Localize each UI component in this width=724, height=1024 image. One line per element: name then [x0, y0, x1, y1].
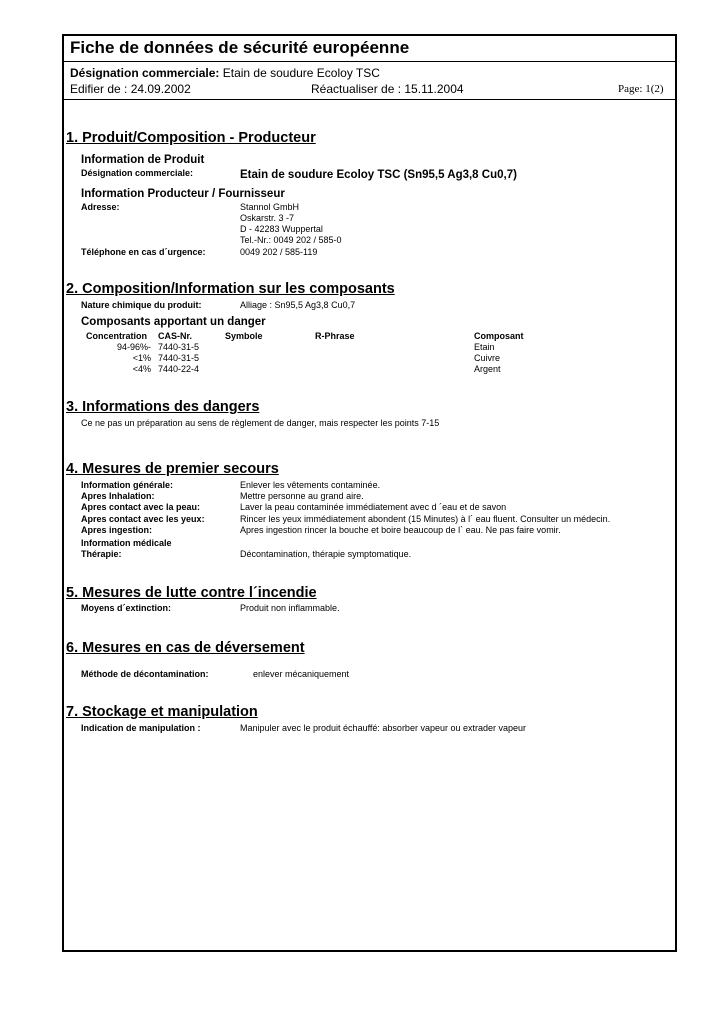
header-divider-bottom: [62, 99, 677, 100]
address-line: Oskarstr. 3 -7: [240, 213, 295, 223]
first-aid-value: Enlever les vêtements contaminée.: [240, 480, 381, 490]
first-aid-label: Apres ingestion:: [81, 525, 153, 535]
section-6-title: 6. Mesures en cas de déversement: [66, 640, 305, 656]
first-aid-value: Mettre personne au grand aire.: [240, 491, 364, 501]
decontamination-label: Méthode de décontamination:: [81, 669, 209, 679]
handling-label: Indication de manipulation :: [81, 723, 201, 733]
row-concentration: <4%: [132, 364, 151, 374]
therapy-label: Thérapie:: [81, 549, 122, 559]
first-aid-value: Apres ingestion rincer la bouche et boire beaucoup de l` eau. Ne pas faire vomir.: [240, 525, 561, 535]
row-concentration: <1%: [132, 353, 151, 363]
hazard-text: Ce ne pas un préparation au sens de règlement de danger, mais respecter les points 7-15: [81, 418, 440, 428]
medical-info-label: Information médicale: [81, 538, 172, 548]
row-cas: 7440-22-4: [158, 364, 200, 374]
header-designation-label: Désignation commerciale:: [70, 66, 220, 80]
decontamination-value: enlever mécaniquement: [253, 669, 350, 679]
product-designation-label: Désignation commerciale:: [81, 168, 194, 178]
address-line: Stannol GmbH: [240, 202, 300, 212]
row-component: Etain: [474, 342, 495, 352]
section-4-title: 4. Mesures de premier secours: [66, 461, 279, 477]
first-aid-value: Laver la peau contaminée immédiatement avec d ´eau et de savon: [240, 502, 507, 512]
first-aid-label: Information générale:: [81, 480, 174, 490]
first-aid-label: Apres Inhalation:: [81, 491, 155, 501]
hazard-components-heading: Composants apportant un danger: [81, 316, 266, 328]
section-7-title: 7. Stockage et manipulation: [66, 704, 258, 720]
product-designation-value: Etain de soudure Ecoloy TSC (Sn95,5 Ag3,8 Cu0,7): [240, 169, 517, 181]
header-designation: [70, 66, 380, 80]
document-title: Fiche de données de sécurité européenne: [70, 38, 410, 57]
col-concentration: Concentration: [86, 331, 148, 341]
chemical-nature-label: Nature chimique du produit:: [81, 300, 202, 310]
first-aid-label: Apres contact avec la peau:: [81, 502, 201, 512]
row-cas: 7440-31-5: [158, 342, 200, 352]
col-symbol: Symbole: [225, 331, 263, 341]
section-1-title: 1. Produit/Composition - Producteur: [66, 130, 316, 146]
header-divider: [62, 61, 677, 62]
section-3-title: 3. Informations des dangers: [66, 399, 260, 415]
edited-date: Edifier de : 24.09.2002: [70, 82, 191, 96]
producer-heading: Information Producteur / Fournisseur: [81, 188, 285, 200]
therapy-value: Décontamination, thérapie symptomatique.: [240, 549, 412, 559]
section-5-title: 5. Mesures de lutte contre l´incendie: [66, 585, 317, 601]
first-aid-value: Rincer les yeux immédiatement abondent (15 Minutes) à l´ eau fluent. Consulter un médecin.: [240, 514, 611, 524]
handling-value: Manipuler avec le produit échauffé: absorber vapeur ou extrader vapeur: [240, 723, 527, 733]
col-cas: CAS-Nr.: [158, 331, 193, 341]
row-component: Cuivre: [474, 353, 501, 363]
row-component: Argent: [474, 364, 501, 374]
emergency-phone-value: 0049 202 / 585-119: [240, 247, 318, 257]
extinguishing-label: Moyens d´extinction:: [81, 603, 172, 613]
row-concentration: 94-96%-: [116, 342, 151, 352]
extinguishing-value: Produit non inflammable.: [240, 603, 340, 613]
emergency-phone-label: Téléphone en cas d´urgence:: [81, 247, 206, 257]
row-cas: 7440-31-5: [158, 353, 200, 363]
first-aid-label: Apres contact avec les yeux:: [81, 514, 205, 524]
updated-date: Réactualiser de : 15.11.2004: [311, 82, 464, 96]
col-rphrase: R-Phrase: [315, 331, 355, 341]
col-component: Composant: [474, 331, 524, 341]
section-2-title: 2. Composition/Information sur les composants: [66, 281, 395, 297]
chemical-nature-value: Alliage : Sn95,5 Ag3,8 Cu0,7: [240, 300, 356, 310]
address-label: Adresse:: [81, 202, 120, 212]
product-info-heading: Information de Produit: [81, 154, 205, 166]
page-number: Page: 1(2): [618, 83, 664, 95]
header-designation-value: Etain de soudure Ecoloy TSC: [222, 66, 380, 80]
address-line: Tel.-Nr.: 0049 202 / 585-0: [240, 235, 342, 245]
address-line: D - 42283 Wuppertal: [240, 224, 323, 234]
